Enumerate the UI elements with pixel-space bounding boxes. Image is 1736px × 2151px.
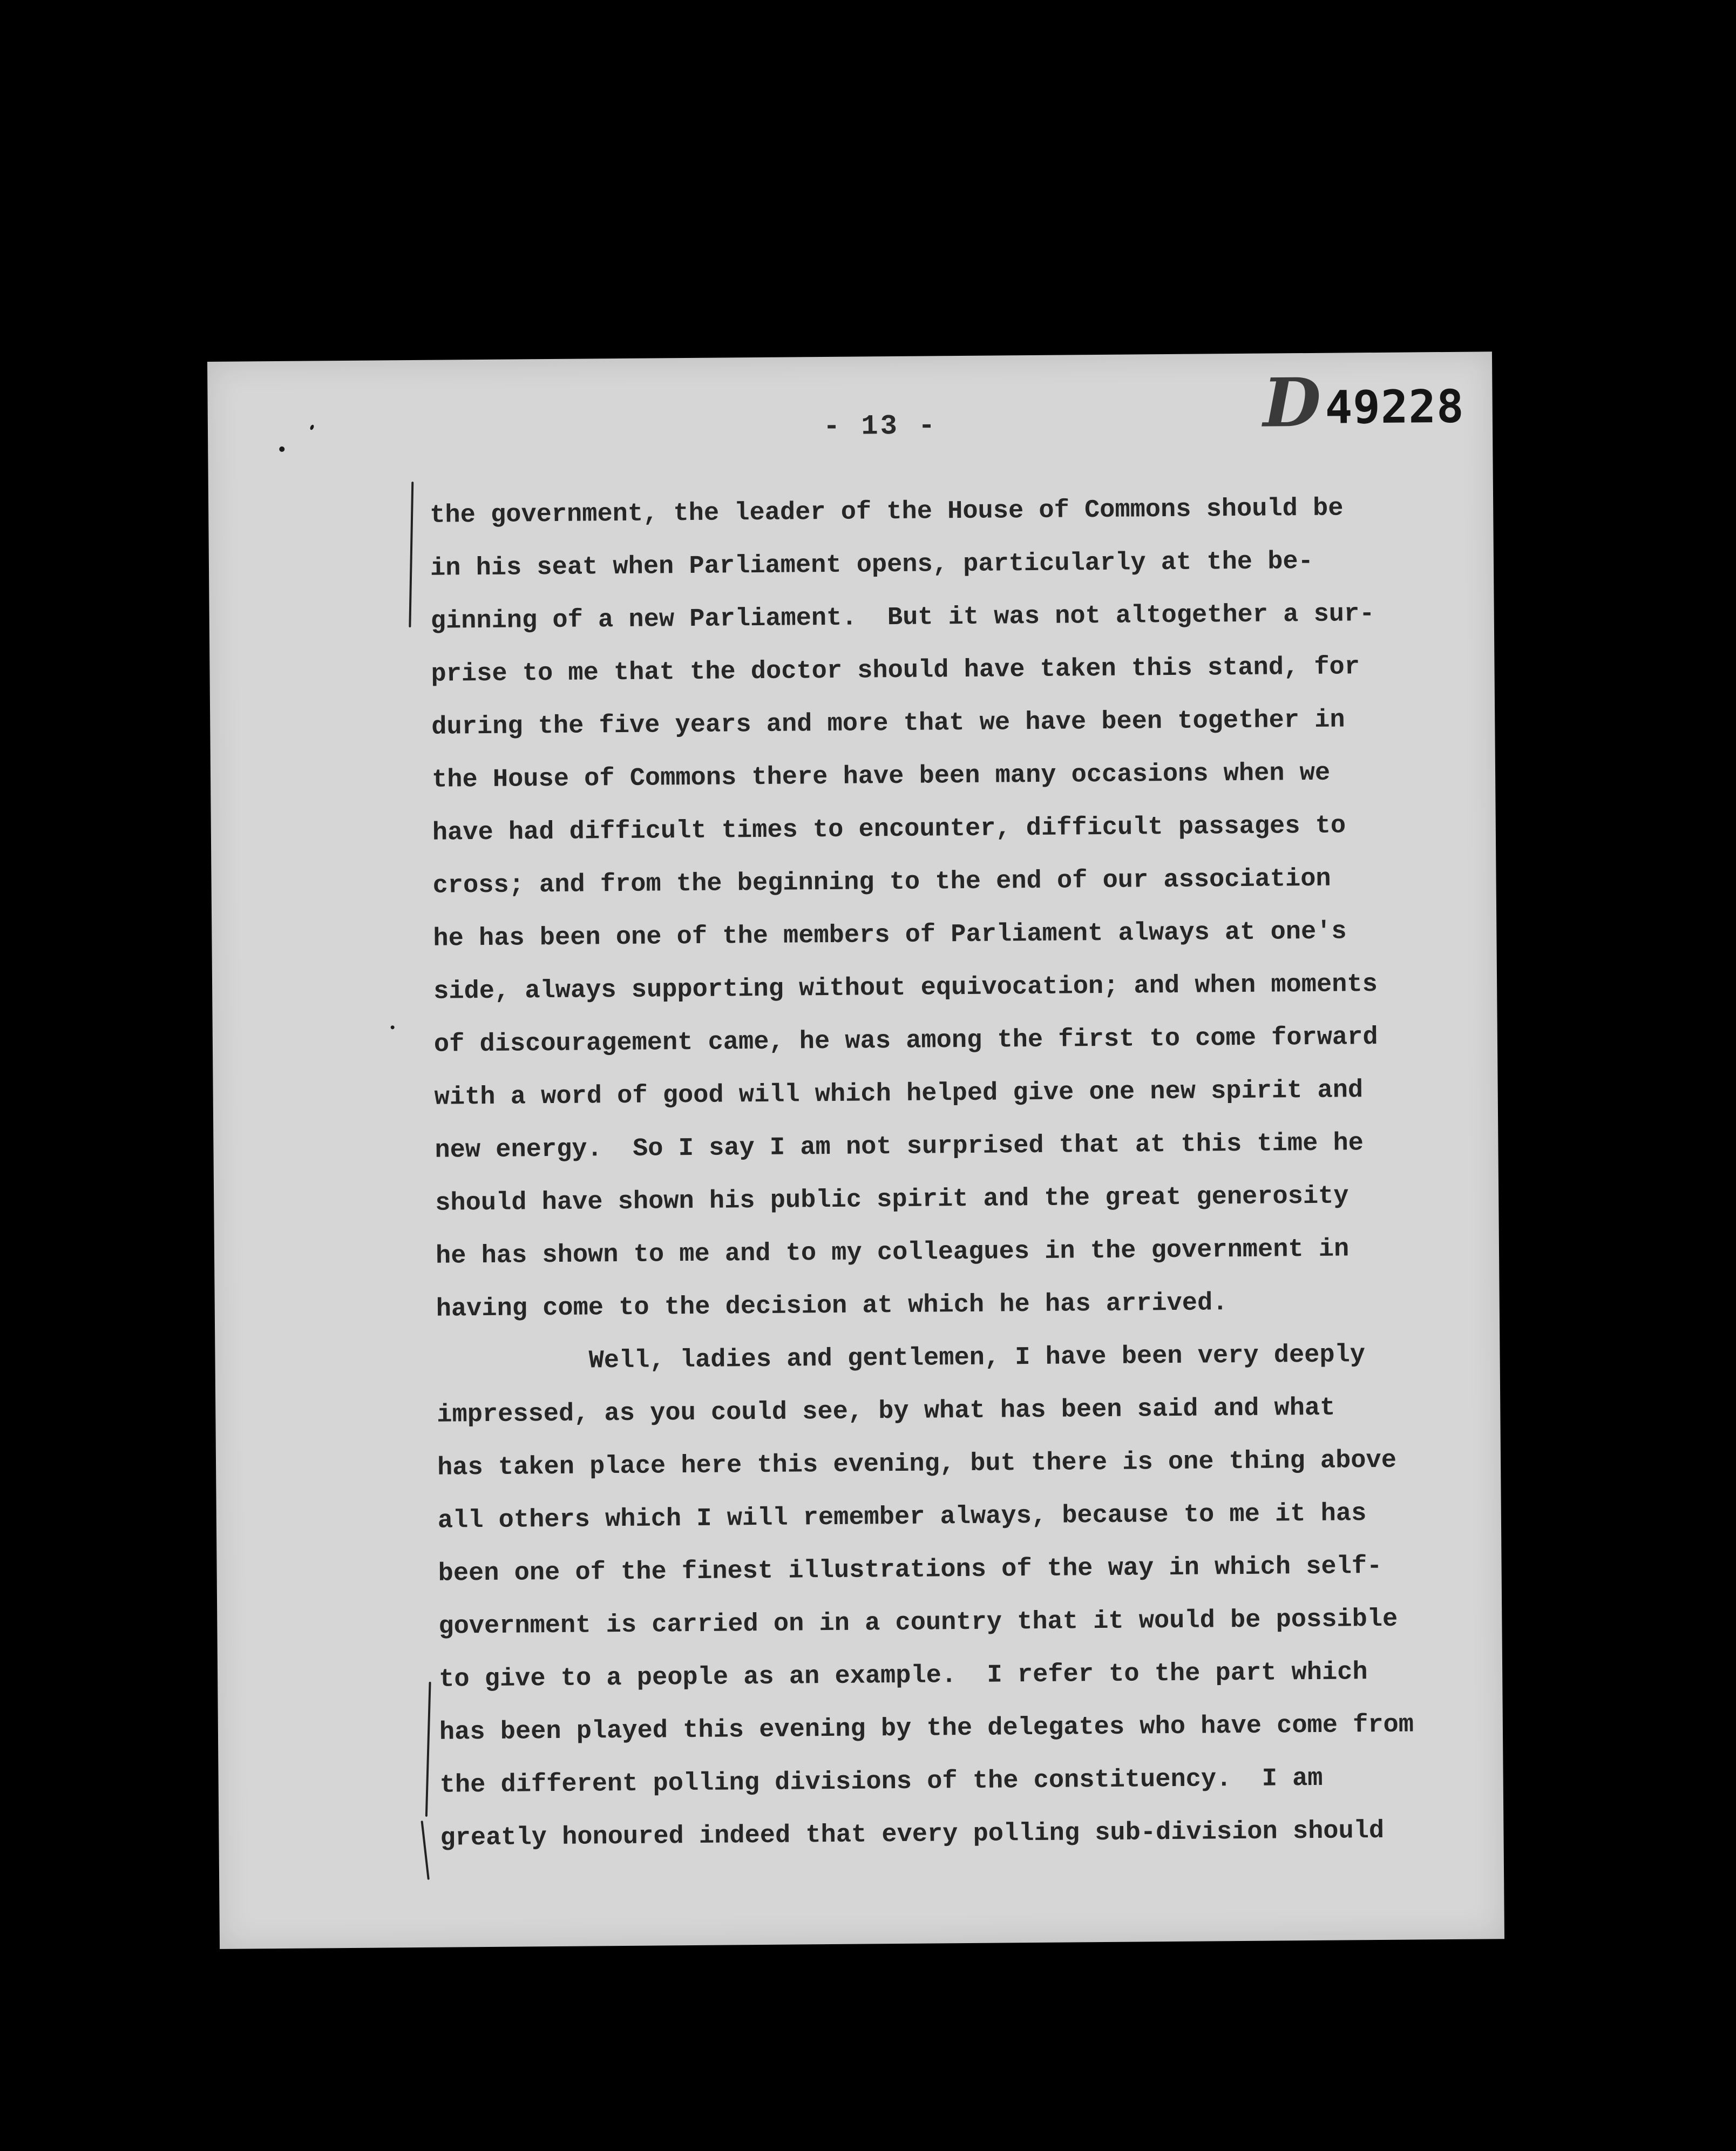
archive-stamp-letter: D	[1263, 363, 1321, 443]
text-line: the different polling divisions of the constituency. I am	[439, 1764, 1323, 1800]
text-line: the government, the leader of the House of Commons should be	[430, 494, 1344, 530]
text-line: all others which I will remember always, because to me it has	[437, 1499, 1367, 1536]
text-line: new energy. So I say I am not surprised that at this time he	[435, 1129, 1364, 1165]
text-line: has been played this evening by the delegates who have come from	[439, 1710, 1414, 1747]
text-line: should have shown his public spirit and the great generosity	[435, 1182, 1349, 1218]
text-line: greatly honoured indeed that every polling sub-division should	[440, 1816, 1385, 1853]
text-line: prise to me that the doctor should have taken this stand, for	[431, 653, 1360, 689]
text-line: have had difficult times to encounter, difficult passages to	[432, 811, 1346, 848]
ink-speck	[279, 447, 284, 452]
text-line: cross; and from the beginning to the end of our association	[432, 864, 1331, 901]
text-line: been one of the finest illustrations of the way in which self-	[438, 1552, 1382, 1588]
text-line: to give to a people as an example. I refer to the part which	[438, 1658, 1368, 1694]
margin-mark	[425, 1682, 431, 1817]
typed-body-text	[430, 482, 1488, 1865]
text-line: with a word of good will which helped give one new spirit and	[434, 1076, 1364, 1112]
text-line: has taken place here this evening, but there is one thing above	[437, 1446, 1397, 1483]
text-line: side, always supporting without equivocation; and when moments	[433, 970, 1378, 1006]
archive-stamp-number: 49228	[1325, 380, 1464, 434]
ink-speck	[309, 424, 315, 431]
text-line: government is carried on in a country that it would be possible	[438, 1605, 1398, 1641]
paper-page	[207, 351, 1504, 1949]
margin-mark	[409, 482, 413, 627]
text-line: Well, ladies and gentlemen, I have been very deeply	[436, 1341, 1366, 1377]
text-line: in his seat when Parliament opens, particularly at the be-	[430, 547, 1314, 583]
ink-speck	[391, 1025, 395, 1029]
text-line: having come to the decision at which he has arrived.	[436, 1289, 1228, 1324]
text-line: he has shown to me and to my colleagues in the government in	[435, 1235, 1350, 1271]
text-line: of discouragement came, he was among the first to come forward	[433, 1023, 1378, 1059]
margin-mark	[421, 1821, 429, 1880]
text-line: during the five years and more that we have been together in	[431, 706, 1345, 742]
text-line: impressed, as you could see, by what has been said and what	[437, 1394, 1335, 1430]
text-line: the House of Commons there have been many occasions when we	[431, 759, 1331, 795]
page-number: - 13 -	[823, 410, 938, 443]
text-line: ginning of a new Parliament. But it was not altogether a sur-	[430, 600, 1375, 636]
text-line: he has been one of the members of Parliament always at one's	[433, 917, 1347, 953]
